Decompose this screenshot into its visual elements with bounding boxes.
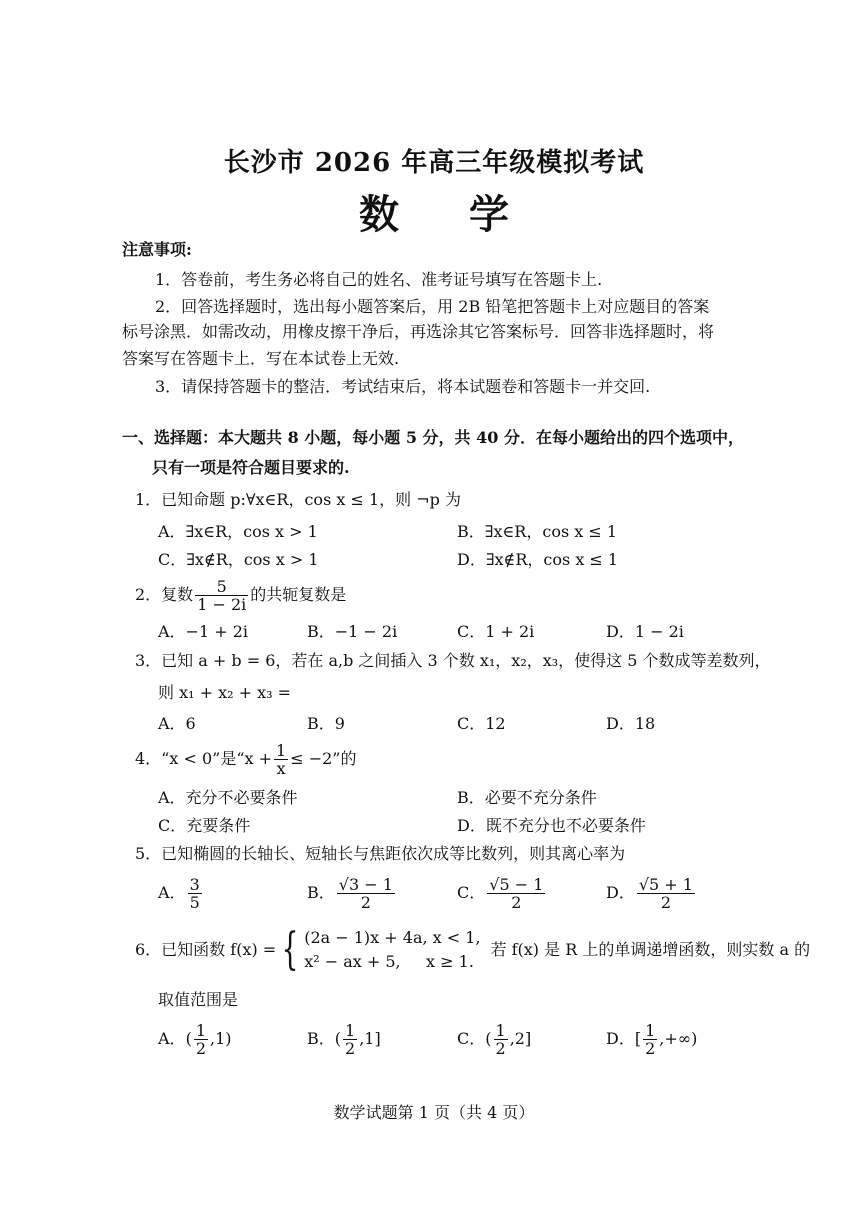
notice-item-3: 3．请保持答题卡的整洁．考试结束后，将本试题卷和答题卡一并交回.	[155, 377, 651, 396]
fraction-numerator: √3 − 1	[338, 875, 393, 894]
option-label: C．	[457, 1029, 486, 1048]
question-5-option-b	[307, 876, 397, 911]
question-4-stem	[135, 742, 356, 777]
question-3-option-b: B．9	[307, 714, 345, 733]
question-6-option-d	[606, 1022, 697, 1057]
option-label: B．	[307, 1029, 335, 1048]
interval-open: [	[634, 1029, 642, 1048]
page-footer: 数学试题第 1 页（共 4 页）	[333, 1103, 535, 1122]
option-fraction	[643, 1022, 657, 1057]
question-4-option-d: D．既不充分也不必要条件	[457, 816, 646, 835]
option-fraction	[487, 876, 545, 911]
piecewise-case-1: (2a − 1)x + 4a, x < 1,	[304, 928, 481, 947]
notice-item-2: 2．回答选择题时，选出每小题答案后，用 2B 铅笔把答题卡上对应题目的答案	[155, 297, 710, 316]
notice-item-2-cont: 标号涂黑．如需改动，用橡皮擦干净后，再选涂其它答案标号．回答非选择题时，将	[122, 322, 715, 341]
subject-char-1: 数	[359, 191, 399, 238]
question-6-stem-prefix: 6．已知函数 f(x) =	[135, 940, 277, 959]
fraction-denominator: 2	[645, 1039, 656, 1058]
question-6-option-b	[307, 1022, 381, 1057]
question-3-option-d: D．18	[606, 714, 656, 733]
subject-char-2: 学	[469, 191, 509, 238]
fraction-numerator: 1	[276, 741, 287, 760]
fraction-denominator: x	[276, 759, 286, 778]
question-1-stem: 1．已知命题 p:∀x∈R，cos x ≤ 1，则 ¬p 为	[135, 490, 461, 509]
question-2-stem-suffix: 的共轭复数是	[250, 585, 347, 604]
fraction-numerator: 1	[645, 1021, 656, 1040]
question-3-stem-cont: 则 x₁ + x₂ + x₃ =	[158, 683, 292, 702]
fraction-denominator: 5	[189, 893, 200, 912]
subject-title	[0, 183, 868, 240]
option-fraction	[337, 876, 395, 911]
fraction-denominator: 2	[660, 893, 671, 912]
question-1-option-a: A．∃x∈R，cos x > 1	[158, 522, 318, 541]
piecewise-case-2: x² − ax + 5, x ≥ 1.	[304, 952, 474, 971]
question-1-option-d: D．∃x∉R，cos x ≤ 1	[457, 550, 619, 569]
interval-open: (	[485, 1029, 492, 1048]
option-fraction	[194, 1022, 208, 1057]
question-4-fraction	[274, 742, 288, 777]
question-2-stem	[135, 578, 346, 613]
exam-title: 长沙市 2026 年高三年级模拟考试	[223, 148, 645, 178]
notice-heading: 注意事项:	[122, 240, 192, 259]
question-6-stem-suffix: 若 f(x) 是 R 上的单调递增函数，则实数 a 的	[490, 940, 811, 959]
question-2-stem-prefix: 2．复数	[135, 585, 194, 604]
fraction-numerator: 3	[189, 875, 200, 894]
interval-close: ,2]	[509, 1029, 532, 1048]
section-heading-cont: 只有一项是符合题目要求的.	[152, 458, 350, 477]
option-fraction	[343, 1022, 357, 1057]
fraction-numerator: √5 − 1	[489, 875, 544, 894]
fraction-numerator: √5 + 1	[638, 875, 693, 894]
fraction-denominator: 2	[345, 1039, 356, 1058]
question-2-option-b: B．−1 − 2i	[307, 622, 398, 641]
question-2-fraction	[195, 578, 248, 613]
question-5-stem: 5．已知椭圆的长轴长、短轴长与焦距依次成等比数列，则其离心率为	[135, 844, 626, 863]
option-fraction	[637, 876, 695, 911]
question-1-option-b: B．∃x∈R，cos x ≤ 1	[457, 522, 618, 541]
option-label: A．	[158, 883, 186, 902]
question-2-option-c: C．1 + 2i	[457, 622, 535, 641]
question-4-option-c: C．充要条件	[158, 816, 251, 835]
fraction-numerator: 5	[195, 578, 248, 596]
interval-close: ,+∞)	[659, 1029, 698, 1048]
question-3-option-c: C．12	[457, 714, 506, 733]
fraction-denominator: 2	[195, 1039, 206, 1058]
option-label: C．	[457, 883, 486, 902]
question-6-option-a	[158, 1022, 232, 1057]
question-2-option-a: A．−1 + 2i	[158, 622, 249, 641]
piecewise-cases	[304, 926, 480, 974]
interval-close: ,1]	[359, 1029, 381, 1048]
fraction-numerator: 1	[345, 1021, 356, 1040]
question-3-option-a: A．6	[158, 714, 196, 733]
question-5-option-d	[606, 876, 697, 911]
question-6-stem-cont: 取值范围是	[158, 990, 239, 1009]
option-label: A．	[158, 1029, 186, 1048]
question-3-stem: 3．已知 a + b = 6，若在 a,b 之间插入 3 个数 x₁，x₂，x₃，使得这 5 个数成等差数列，	[135, 651, 771, 670]
fraction-numerator: 1	[495, 1021, 506, 1040]
fraction-numerator: 1	[195, 1021, 206, 1040]
fraction-denominator: 1 − 2i	[197, 595, 247, 614]
option-label: D．	[606, 883, 635, 902]
interval-close: ,1)	[210, 1029, 232, 1048]
option-fraction	[494, 1022, 508, 1057]
question-4-stem-prefix: 4．“x < 0”是“x +	[135, 749, 273, 768]
question-4-stem-suffix: ≤ −2”的	[290, 749, 357, 768]
left-brace-icon: {	[281, 924, 299, 975]
question-6-stem	[135, 926, 810, 974]
option-fraction	[188, 876, 202, 911]
option-label: B．	[307, 883, 335, 902]
interval-open: (	[334, 1029, 342, 1048]
question-2-option-d: D．1 − 2i	[606, 622, 684, 641]
notice-item-2-end: 答案写在答题卡上．写在本试卷上无效.	[122, 349, 400, 368]
question-4-option-a: A．充分不必要条件	[158, 788, 298, 807]
fraction-denominator: 2	[360, 893, 371, 912]
question-4-option-b: B．必要不充分条件	[457, 788, 597, 807]
question-6-option-c	[457, 1022, 531, 1057]
question-5-option-c	[457, 876, 547, 911]
option-label: D．	[606, 1029, 635, 1048]
fraction-denominator: 2	[495, 1039, 506, 1058]
fraction-denominator: 2	[511, 893, 522, 912]
question-1-option-c: C．∃x∉R，cos x > 1	[158, 550, 319, 569]
question-5-option-a	[158, 876, 204, 911]
interval-open: (	[185, 1029, 192, 1048]
notice-item-1: 1．答卷前，考生务必将自己的姓名、准考证号填写在答题卡上.	[155, 270, 603, 289]
section-heading: 一、选择题：本大题共 8 小题，每小题 5 分，共 40 分．在每小题给出的四个选项中，	[122, 428, 744, 447]
